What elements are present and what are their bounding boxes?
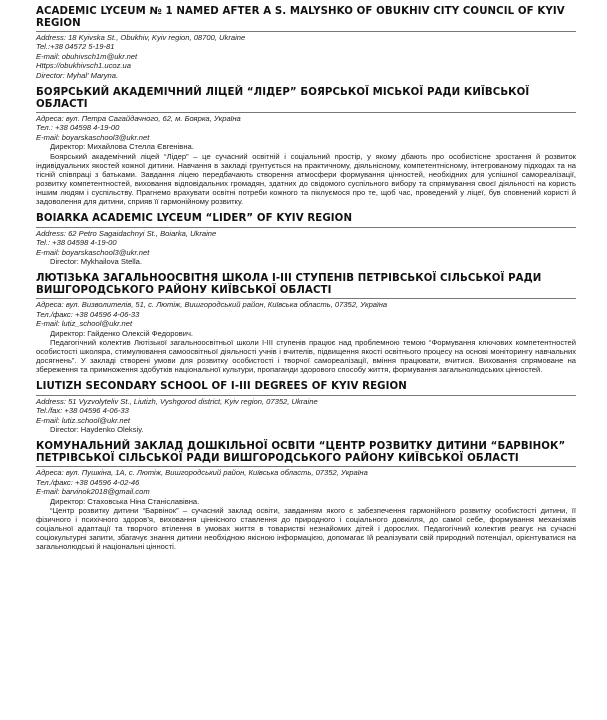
- title-rule: [36, 112, 576, 113]
- address-line: Address: 18 Kyivska St., Obukhiv, Kyiv region, 08700, Ukraine: [36, 33, 246, 42]
- address-line: Address: 51 Vyzvolyteliv St., Liutizh, Vyshgorod district, Kyiv region, 07352, Ukraine: [36, 396, 318, 406]
- document-page: [36, 6, 576, 559]
- email-line: E-mail: lutiz.school@ukr.net: [36, 415, 130, 425]
- institution-title: ACADEMIC LYCEUM № 1 NAMED AFTER A S. MALYSHKO OF OBUKHIV CITY COUNCIL OF KYIV REGION: [36, 6, 565, 29]
- institution-entry: [36, 6, 576, 80]
- institution-title: БОЯРСЬКИЙ АКАДЕМІЧНИЙ ЛІЦЕЙ “ЛІДЕР” БОЯРСЬКОЇ МІСЬКОЇ РАДИ КИЇВСЬКОЇ ОБЛАСТІ: [36, 87, 530, 110]
- institution-title: ЛЮТІЗЬКА ЗАГАЛЬНООСВІТНЯ ШКОЛА І-ІІІ СТУПЕНІВ ПЕТРІВСЬКОЇ СІЛЬСЬКОЇ РАДИ ВИШГОРОДСЬКОГО РАЙОНУ КИЇВСЬКОЇ ОБЛАСТІ: [36, 273, 542, 296]
- email-line: E-mail: lutiz_school@ukr.net: [36, 319, 133, 329]
- title-rule: [36, 466, 576, 467]
- address-line: Адреса: вул. Визволителів, 51, с. Лютіж, Вишгородський район, Київська область, 07352, Україна: [36, 300, 388, 310]
- email-line: E-mail: boyarskaschool3@ukr.net: [36, 247, 150, 257]
- institution-entry: [36, 381, 576, 434]
- title-rule: [36, 298, 576, 299]
- institution-title: LIUTIZH SECONDARY SCHOOL OF I-III DEGREES OF KYIV REGION: [36, 381, 407, 393]
- institution-entry: [36, 87, 576, 206]
- director-line: Директор: Стаховська Ніна Станіславівна.: [50, 496, 200, 506]
- phone-line: Тел./факс: +38 04596 4-02-46: [36, 477, 140, 487]
- description-paragraph: Боярський академічний ліцей “Лідер” – це сучасний освітній і соціальний простір, у якому дбають про особистісне зростання й розвиток індивідуальних якостей кожної дитини. Навчання в закладі грунтується на практичному, діяльнісному, компетентнісному, інтегрованому підходах та на тісній співпраці з батьками. Завдання ліцею передбачають створення атмосфери формування цінностей, необхідних для успішної самореалізації, розвитку компетентностей, виховання відповідальних громадян, здатних до свідомого суспільного вибору та спрямування своєї діяльності на користь іншим людям і суспільству. Прагнемо врахувати освітні потреби кожного та піклуємося про те, щоб час, проведений у ліцеї, був сповнений користі й задоволення для дитини, сприяв її гармонійному розвитку.: [36, 151, 576, 207]
- email-line: E-mail: barvinok2018@gmail.com: [36, 487, 150, 497]
- phone-line: Tel.: +38 04598 4-19-00: [36, 238, 117, 248]
- title-rule: [36, 31, 576, 32]
- email-line: E-mail: obuhivsch1m@ukr.net: [36, 51, 138, 61]
- title-rule: [36, 227, 576, 228]
- address-line: Адреса: вул. Петра Сагайдачного, 62, м. Боярка, Україна: [36, 114, 241, 124]
- description-paragraph: “Центр розвитку дитини “Барвінок” – сучасний заклад освіти, завданням якого є забезпечення гармонійного розвитку особистості дитини, її фізичного і психічного здоров’я, виховання ціннісного ставлення до природного і соціального довкілля, до самої себе, формування механізмів соціальної адаптації та творчого втілення в умовах життя в товаристві незнайомих дітей і дорослих. Педагогічний колектив реагує на сучасні соціокультурні запити, збагачує знання дитини необхідною якісною інформацією, допомагає їй реалізувати свій природний потенціал, орієнтуватися на загальнолюдські й національні цінності.: [36, 506, 576, 552]
- director-line: Директор: Михайлова Стелла Євгенівна.: [50, 142, 194, 152]
- phone-line: Тел.: +38 04598 4-19-00: [36, 123, 120, 133]
- institution-entry: [36, 273, 576, 374]
- director-line: Director: Myhal' Maryna.: [36, 70, 119, 80]
- website-line: Https://obukhivsch1.ucoz.ua: [36, 61, 131, 71]
- phone-line: Tel.:+38 04572 5-19-81: [36, 42, 115, 52]
- director-line: Директор: Гайденко Олексій Федорович.: [50, 328, 194, 338]
- email-line: E-mail: boyarskaschool3@ukr.net: [36, 132, 150, 142]
- phone-line: Tel./fax: +38 04596 4-06-33: [36, 406, 129, 416]
- description-paragraph: Педагогічний колектив Лютізької загальноосвітньої школи І-ІІІ ступенів працює над проблемною темою “Формування ключових компетентностей особистості школяра, стимулювання самоосвітньої діяльності учнів і вчителів, підвищення якості освітнього процесу на основі моніторингу навчальних досягнень”. У закладі створені умови для розвитку особистості і творчої самореалізації, вміння працювати, вчитися. Виховання спрямоване на збереження та примноження здобутків національної культури, пропаганди здорового способу життя, формування загальнолюдських цінностей.: [36, 337, 576, 375]
- institution-entry: [36, 213, 576, 266]
- title-rule: [36, 395, 576, 396]
- institution-title: BOIARKA ACADEMIC LYCEUM “LIDER” OF KYIV REGION: [36, 213, 353, 225]
- address-line: Address: 62 Petro Sagaidachnyi St., Boiarka, Ukraine: [36, 228, 217, 238]
- institution-entry: [36, 441, 576, 551]
- director-line: Director: Haydenko Oleksiy.: [50, 425, 144, 435]
- phone-line: Тел./факс: +38 04596 4-06-33: [36, 309, 140, 319]
- director-line: Director: Mykhailova Stella.: [50, 256, 143, 266]
- institution-title: КОМУНАЛЬНИЙ ЗАКЛАД ДОШКІЛЬНОЇ ОСВІТИ “ЦЕНТР РОЗВИТКУ ДИТИНИ “БАРВІНОК” ПЕТРІВСЬКОЇ СІЛЬСЬКОЇ РАДИ ВИШГОРОДСЬКОГО РАЙОНУ КИЇВСЬКОЇ ОБЛАСТІ: [36, 441, 566, 464]
- address-line: Адреса: вул. Пушкіна, 1А, с. Лютіж, Вишгородський район, Київська область, 07352, Україна: [36, 468, 368, 478]
